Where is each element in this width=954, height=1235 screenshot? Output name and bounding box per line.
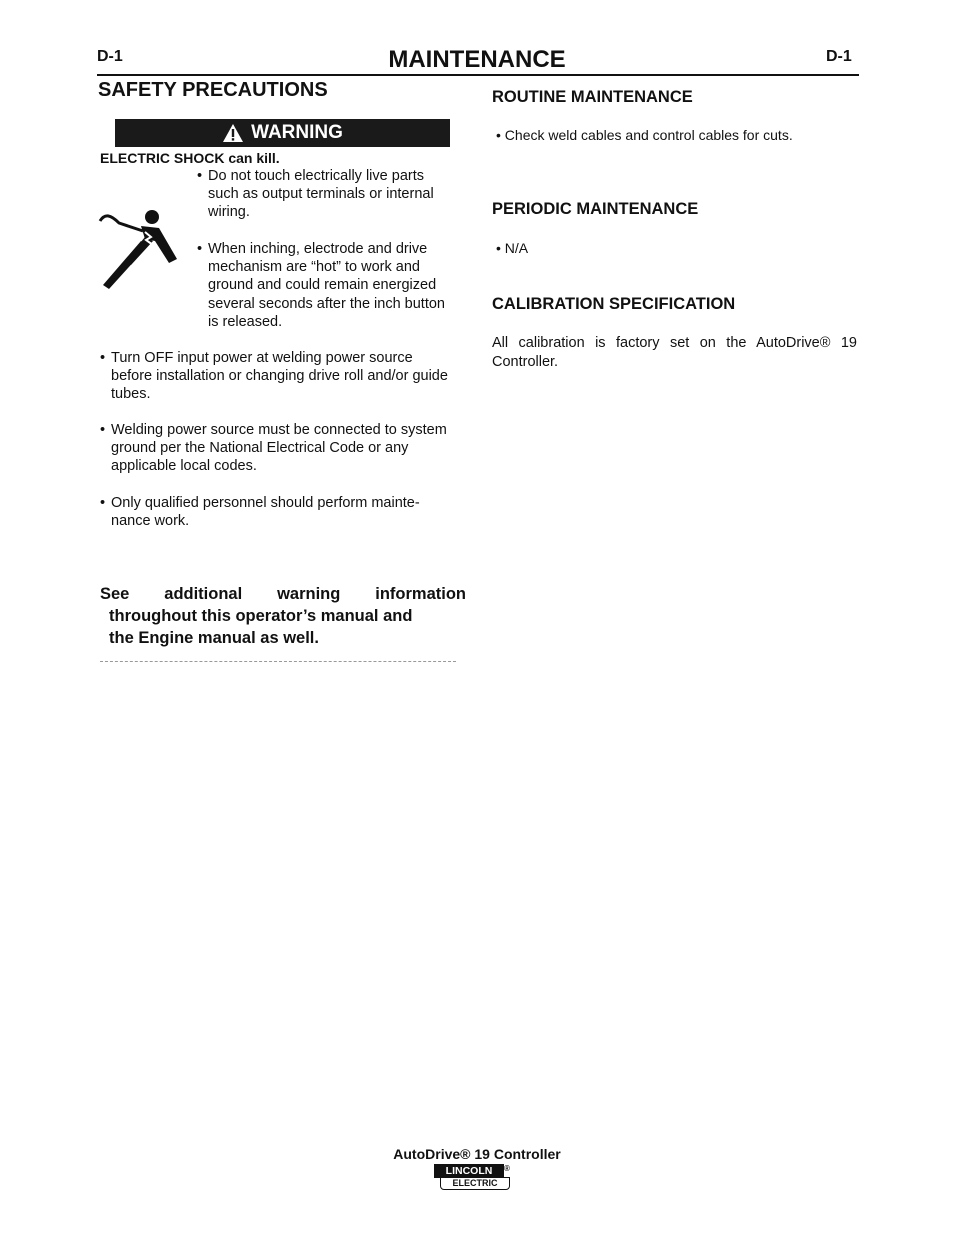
footer-product-name: AutoDrive® 19 Controller [393,1146,561,1162]
routine-maintenance-item: • Check weld cables and control cables for cuts. [496,127,793,143]
lincoln-electric-logo [434,1164,512,1190]
electric-shock-icon [97,207,189,295]
periodic-maintenance-heading: PERIODIC MAINTENANCE [492,200,699,218]
additional-warning-note: See additional warning information throughout this operator’s manual and the Engine manual as well. [100,585,466,647]
warning-triangle-icon [222,123,244,143]
calibration-specification-heading: CALIBRATION SPECIFICATION [492,295,736,313]
page-title: MAINTENANCE [388,46,566,73]
page-code-right: D-1 [826,48,852,65]
calibration-text: All calibration is factory set on the AutoDrive® 19 Controller. [492,335,857,370]
registered-mark-icon: ® [504,1164,510,1173]
header-rule [97,74,859,76]
logo-bottom: ELECTRIC [440,1177,510,1190]
warning-banner [115,119,450,147]
routine-maintenance-heading: ROUTINE MAINTENANCE [492,88,693,106]
hazard-title: ELECTRIC SHOCK can kill. [100,150,280,166]
logo-top: LINCOLN [434,1164,504,1178]
dashed-divider [100,661,456,662]
periodic-maintenance-item: • N/A [496,240,529,256]
safety-precautions-heading: SAFETY PRECAUTIONS [98,79,328,101]
warning-label: WARNING [251,122,343,143]
page-code-left: D-1 [97,48,123,65]
